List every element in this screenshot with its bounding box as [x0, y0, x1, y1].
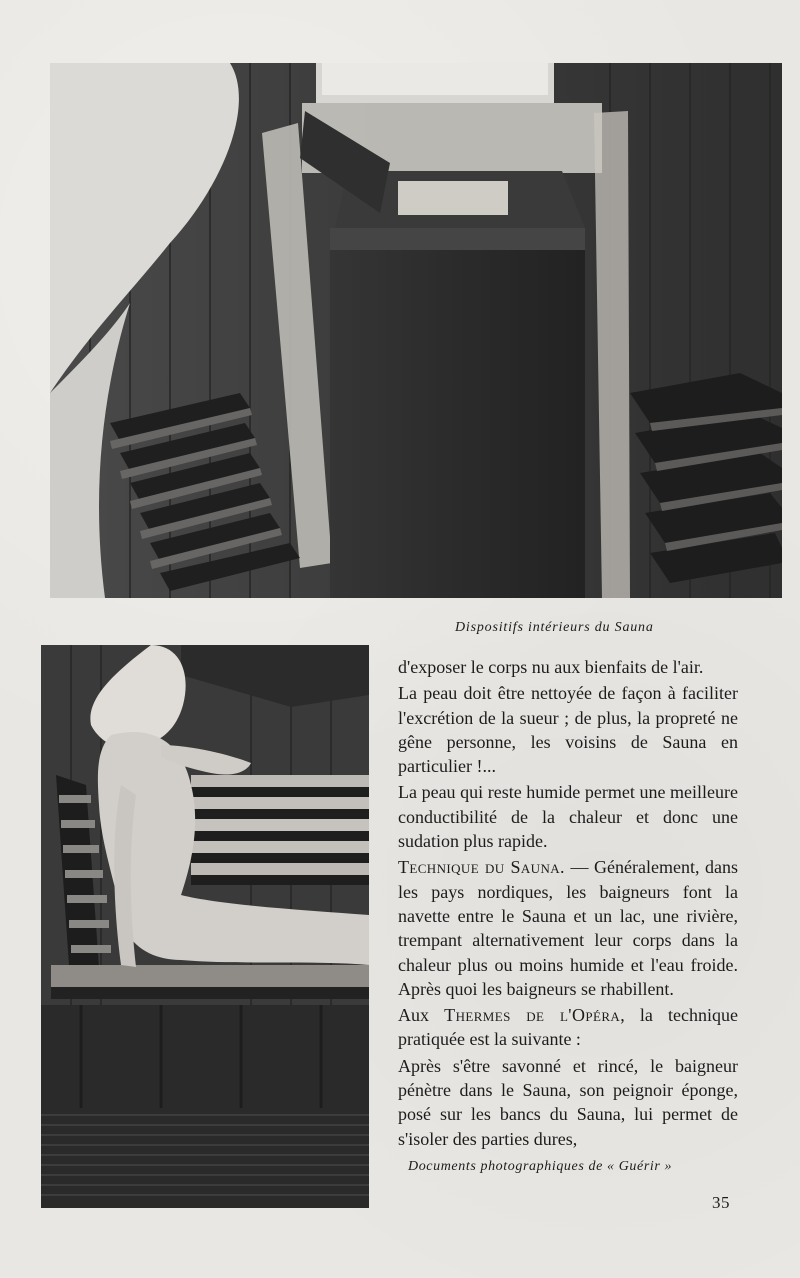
paragraph-4: Technique du Sauna. — Généralement, dans les pays nordiques, les baigneurs font la navette entre le Sauna et un lac, une rivière, trempant alternativement leur corps dans la chaleur plus ou moins humide et l'eau froide. Après quoi les baigneurs se rhabillent. — [398, 857, 739, 999]
bather-on-bench-image — [41, 645, 369, 1208]
paragraph-6: Après s'être savonné et rincé, le baigneur pénètre dans le Sauna, son peignoir éponge, posé sur les bancs du Sauna, lui permet de s'isoler des parties dures, — [398, 1055, 738, 1149]
top-photo-caption: Dispositifs intérieurs du Sauna — [455, 620, 654, 635]
paragraph-2: La peau doit être nettoyée de façon à faciliter l'excrétion de la sueur ; de plus, la propreté ne gêne personne, les voisins de Sauna en particulier !... — [398, 683, 738, 777]
sauna-interior-photo — [50, 63, 782, 598]
page-number: 35 — [712, 1193, 730, 1212]
paragraph-1: d'exposer le corps nu aux bienfaits de l'air. — [398, 657, 704, 677]
photo-credit-caption: Documents photographiques de « Guérir » — [408, 1159, 673, 1174]
sauna-bather-photo — [41, 645, 369, 1208]
section-heading-technique: Technique du Sauna. — [398, 857, 565, 878]
thermes-name: Thermes de l'Opéra — [444, 1005, 621, 1026]
sauna-stove-image — [50, 63, 782, 598]
paragraph-5: Aux Thermes de l'Opéra, la technique pratiquée est la suivante : — [398, 1005, 738, 1050]
article-text-column — [398, 655, 738, 1153]
paragraph-3: La peau qui reste humide permet une meilleure conductibilité de la chaleur et donc une sudation plus rapide. — [398, 782, 738, 852]
